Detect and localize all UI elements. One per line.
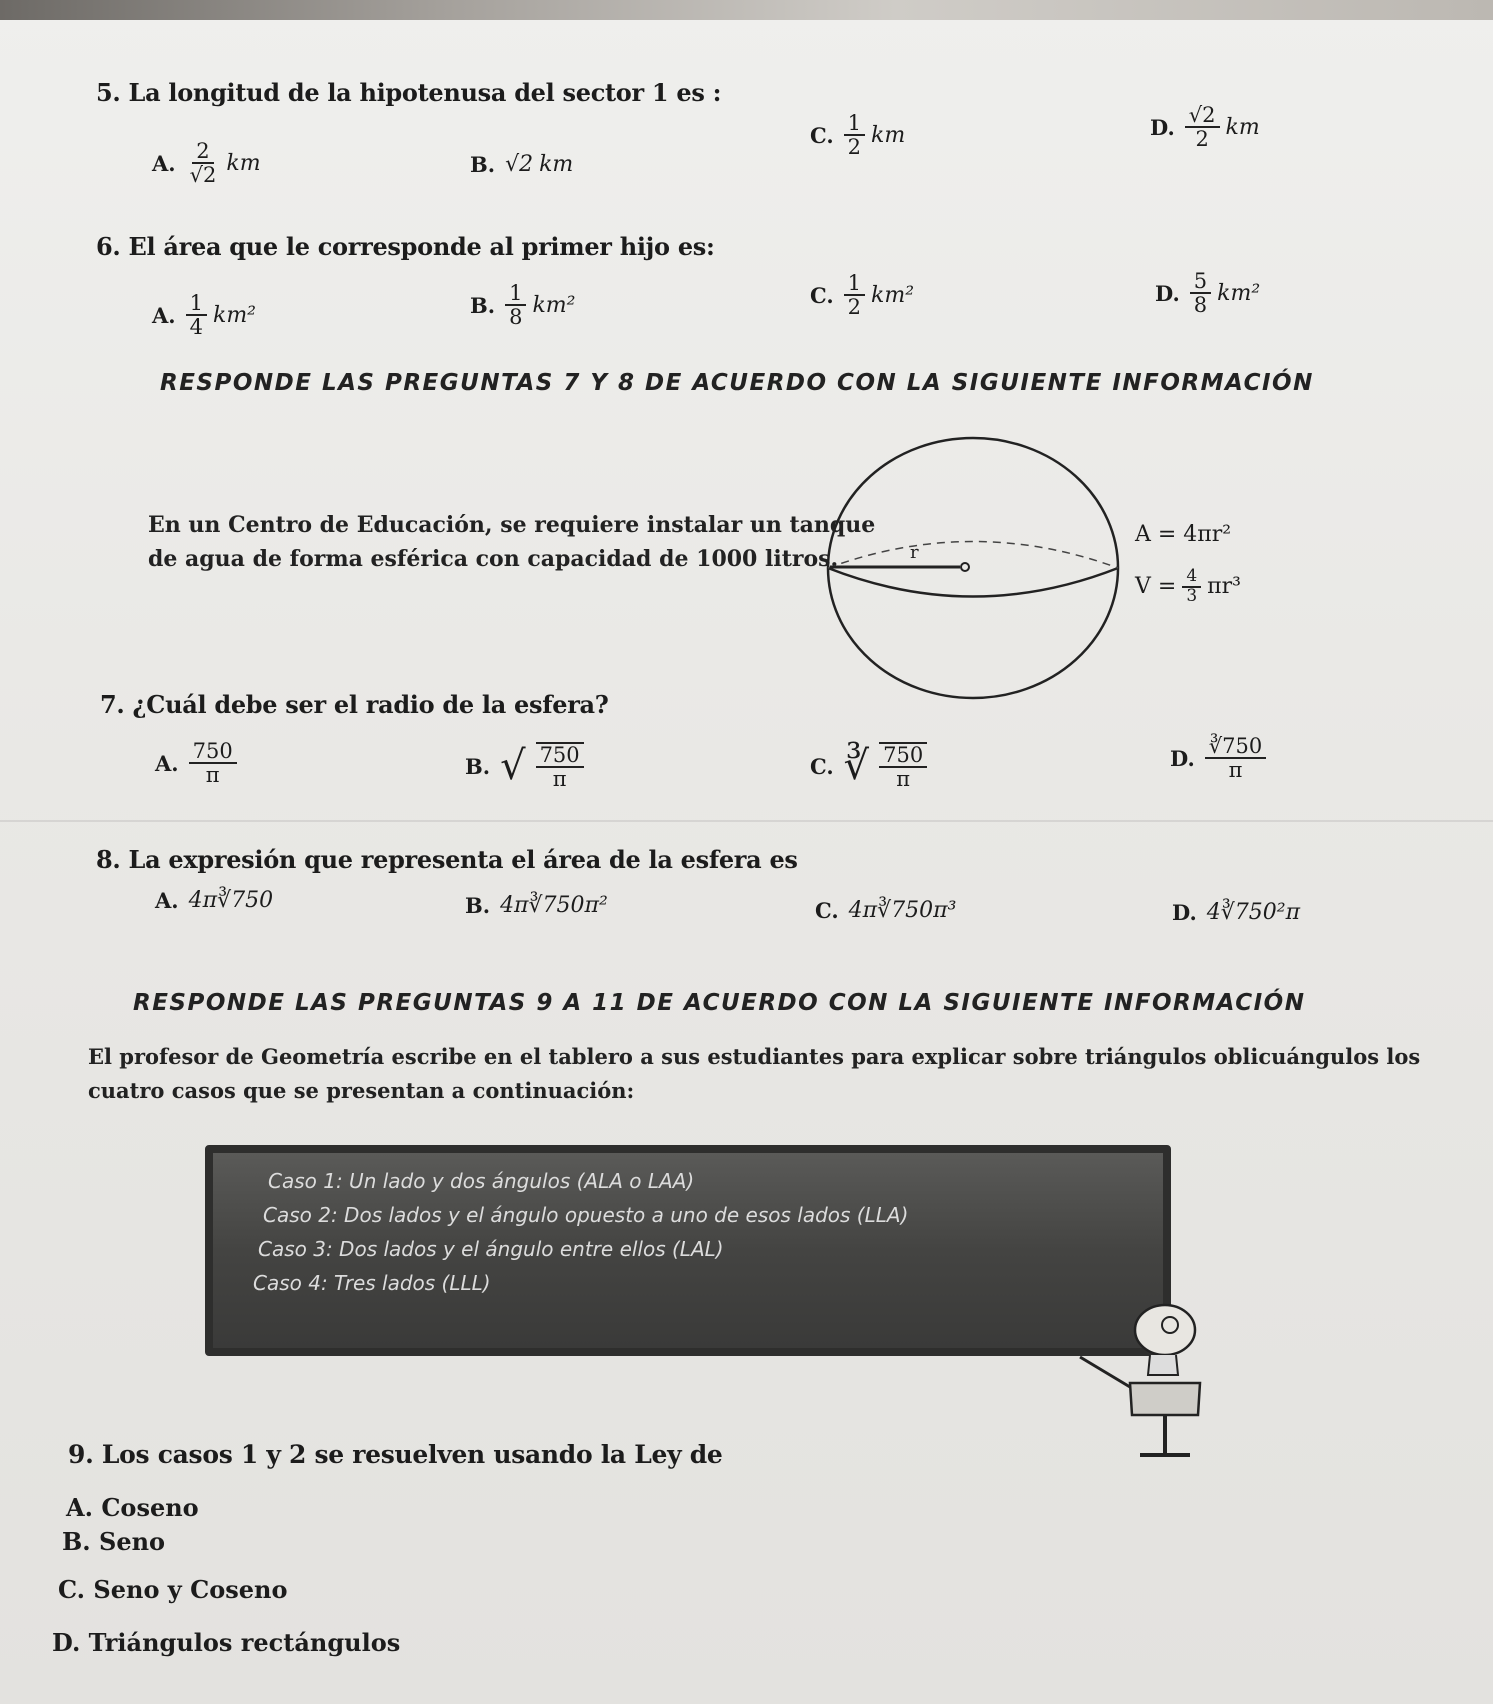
sphere-equator-front bbox=[828, 568, 1118, 597]
q9-option-d[interactable]: D. Triángulos rectángulos bbox=[52, 1628, 401, 1657]
q8-option-d[interactable]: D. 4∛750²π bbox=[1172, 900, 1301, 925]
q9-option-c[interactable]: C. Seno y Coseno bbox=[58, 1575, 288, 1604]
info-paragraph-geometry: El profesor de Geometría escribe en el tablero a sus estudiantes para explicar sobre triángulos oblicuángulos los cuatro casos que se presentan a continuación: bbox=[88, 1044, 1421, 1103]
q5-option-a-label: A. bbox=[152, 150, 176, 176]
q8-option-a[interactable]: A. 4π∛750 bbox=[155, 888, 274, 913]
q7-option-d[interactable]: D. $\frac{∛750}{\pi}$ bbox=[1170, 735, 1266, 781]
q9-option-a[interactable]: A. Coseno bbox=[66, 1493, 199, 1522]
teacher-body bbox=[1130, 1383, 1200, 1415]
q5-option-c-label: C. bbox=[810, 122, 834, 148]
q5-option-d-label: D. bbox=[1150, 114, 1175, 140]
info-paragraph-tank: En un Centro de Educación, se requiere instalar un tanque de agua de forma esférica con capacidad de 1000 litros. bbox=[148, 512, 876, 572]
q5-option-b[interactable]: B. √2 km bbox=[470, 152, 574, 177]
q8-option-b[interactable]: B. 4π∛750π² bbox=[465, 893, 608, 918]
q6-option-b[interactable]: B. $\frac{1}{8}$ km² bbox=[470, 281, 576, 330]
section-header-7-8: RESPONDE LAS PREGUNTAS 7 Y 8 DE ACUERDO CON LA SIGUIENTE INFORMACIÓN bbox=[160, 370, 1314, 396]
question-8-text: 8. La expresión que representa el área de la esfera es bbox=[96, 845, 798, 874]
sphere-diagram bbox=[815, 425, 1135, 715]
section-header-9-11: RESPONDE LAS PREGUNTAS 9 A 11 DE ACUERDO CON LA SIGUIENTE INFORMACIÓN bbox=[133, 990, 1306, 1016]
question-9-text: 9. Los casos 1 y 2 se resuelven usando la Ley de bbox=[68, 1440, 723, 1469]
radius-label: r bbox=[910, 542, 919, 563]
q6-option-d[interactable]: D. $\frac{5}{8}$ km² bbox=[1155, 269, 1261, 318]
teacher-cartoon bbox=[1070, 1295, 1220, 1465]
q6-option-c[interactable]: C. $\frac{1}{2}$ km² bbox=[810, 271, 915, 320]
q8-option-c[interactable]: C. 4π∛750π³ bbox=[815, 898, 957, 923]
board-case-4: Caso 4: Tres lados (LLL) bbox=[253, 1271, 491, 1295]
q9-option-b[interactable]: B. Seno bbox=[62, 1527, 166, 1556]
q5-option-b-label: B. bbox=[470, 152, 496, 177]
question-6-text: 6. El área que le corresponde al primer hijo es: bbox=[96, 232, 715, 261]
q5-option-d[interactable]: D. $\frac{√2}{2}$ km bbox=[1150, 103, 1260, 152]
q5-option-a[interactable]: A. $\frac{2}{√2}$ km bbox=[152, 139, 261, 188]
q7-option-c[interactable]: C. ∛ $\frac{750}{\pi}$ bbox=[810, 742, 927, 790]
q6-option-a[interactable]: A. $\frac{1}{4}$ km² bbox=[152, 291, 256, 340]
q7-option-a[interactable]: A. $\frac{750}{\pi}$ bbox=[155, 740, 237, 786]
teacher-neck bbox=[1148, 1355, 1178, 1375]
scan-edge bbox=[0, 0, 1493, 20]
sphere-center-point bbox=[961, 563, 969, 571]
paper-fold bbox=[0, 820, 1493, 822]
board-case-2: Caso 2: Dos lados y el ángulo opuesto a uno de esos lados (LLA) bbox=[263, 1203, 909, 1227]
q5-option-c[interactable]: C. $\frac{1}{2}$ km bbox=[810, 111, 906, 160]
sphere-equator-back bbox=[828, 542, 1118, 569]
formula-volume: V = $\frac{4}{3}$ πr³ bbox=[1135, 566, 1241, 606]
formula-area: A = 4πr² bbox=[1135, 522, 1232, 547]
board-case-3: Caso 3: Dos lados y el ángulo entre ellos (LAL) bbox=[258, 1237, 724, 1261]
question-7-text: 7. ¿Cuál debe ser el radio de la esfera? bbox=[100, 690, 609, 719]
teacher-arm bbox=[1080, 1357, 1130, 1387]
chalkboard bbox=[205, 1145, 1171, 1356]
q7-option-b[interactable]: B. √ $\frac{750}{\pi}$ bbox=[465, 742, 584, 790]
question-5-text: 5. La longitud de la hipotenusa del sector 1 es : bbox=[96, 78, 722, 107]
board-case-1: Caso 1: Un lado y dos ángulos (ALA o LAA) bbox=[268, 1169, 695, 1193]
